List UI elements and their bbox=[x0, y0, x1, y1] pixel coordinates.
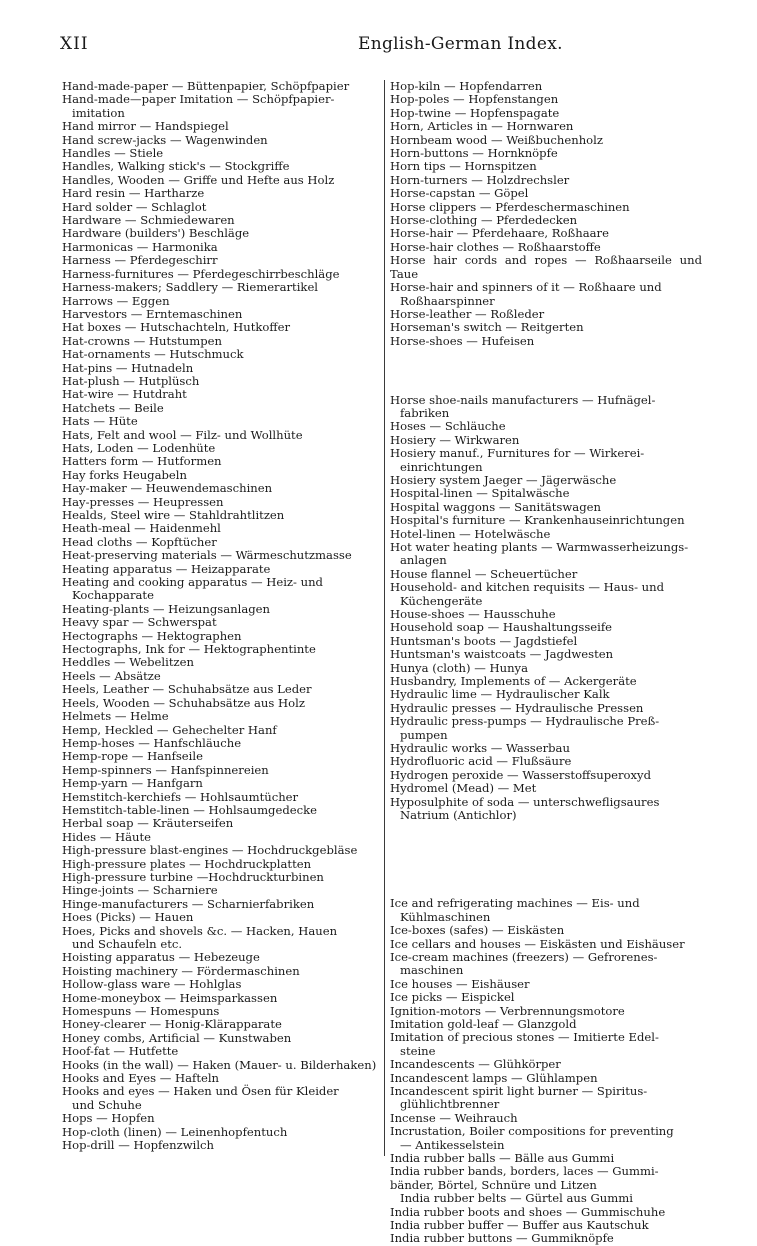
index-entry: Hollow-glass ware — Hohlglas bbox=[62, 977, 242, 992]
index-entry: Heavy spar — Schwerspat bbox=[62, 615, 217, 630]
index-entry: Handles, Wooden — Griffe und Hefte aus Holz bbox=[62, 172, 335, 187]
index-entry: Hotel-linen — Hotelwäsche bbox=[390, 526, 551, 541]
index-entry: Hunya (cloth) — Hunya bbox=[390, 660, 529, 675]
index-entry: Hard solder — Schlaglot bbox=[62, 199, 207, 214]
index-entry: Hats, Felt and wool — Filz- und Wollhüte bbox=[62, 427, 303, 442]
page-header bbox=[60, 34, 700, 56]
entry-gap bbox=[390, 868, 702, 881]
index-entry-continuation: glühlichtbrenner bbox=[400, 1097, 500, 1112]
index-entry: Heating-plants — Heizungsanlagen bbox=[62, 601, 270, 616]
index-entry: Heddles — Webelitzen bbox=[62, 655, 194, 670]
index-entry: Hemp-hoses — Hanfschläuche bbox=[62, 735, 242, 750]
index-entry: Household- and kitchen requisits — Haus- und bbox=[390, 580, 665, 595]
index-entry-continuation: steine bbox=[400, 1043, 436, 1058]
index-entry: Honey combs, Artificial — Kunstwaben bbox=[62, 1030, 292, 1045]
index-entry: Heels — Absätze bbox=[62, 668, 161, 683]
index-entry: Hydrogen peroxide — Wasserstoffsuperoxyd bbox=[390, 767, 652, 782]
index-entry: Honey-clearer — Honig-Klärapparate bbox=[62, 1017, 282, 1032]
index-entry: Hay forks Heugabeln bbox=[62, 467, 187, 482]
index-entry: High-pressure plates — Hochdruckplatten bbox=[62, 856, 312, 871]
right-column bbox=[390, 80, 702, 1246]
index-entry: Hat-pins — Hutnadeln bbox=[62, 360, 194, 375]
index-entry: Hay-presses — Heupressen bbox=[62, 494, 224, 509]
index-entry: Hand mirror — Handspiegel bbox=[62, 119, 229, 134]
index-entry: Healds, Steel wire — Stahldrahtlitzen bbox=[62, 508, 285, 522]
index-entry: Hinge-manufacturers — Scharnierfabriken bbox=[62, 896, 315, 911]
index-entry: Hatters form — Hutformen bbox=[62, 454, 222, 469]
index-entry: Hospital waggons — Sanitätswagen bbox=[390, 499, 601, 514]
index-entry: Incandescent lamps — Glühlampen bbox=[390, 1070, 598, 1085]
index-entry: Huntsman's boots — Jagdstiefel bbox=[390, 633, 578, 648]
index-entry-continuation: pumpen bbox=[400, 727, 448, 742]
index-entry-continuation: Natrium (Antichlor) bbox=[400, 808, 517, 823]
index-entry: Hospital's furniture — Krankenhauseinrichtungen bbox=[390, 513, 685, 528]
index-entry: Hemstitch-kerchiefs — Hohlsaumtücher bbox=[62, 789, 299, 804]
index-entry: Heat-preserving materials — Wärmeschutzmasse bbox=[62, 548, 352, 563]
index-entry: Hop-cloth (linen) — Leinenhopfentuch bbox=[62, 1124, 288, 1139]
index-entry: Hardware — Schmiedewaren bbox=[62, 213, 235, 228]
index-entry: Handles, Walking stick's — Stockgriffe bbox=[62, 159, 290, 174]
index-entry-continuation: imitation bbox=[72, 105, 125, 120]
index-entry: Hot water heating plants — Warmwasserheizungs- bbox=[390, 539, 689, 554]
index-entry-continuation: und Schaufeln etc. bbox=[72, 937, 183, 951]
index-entry: Hemp-yarn — Hanfgarn bbox=[62, 776, 203, 791]
index-entry: Hooks (in the wall) — Haken (Mauer- u. Bilderhaken) bbox=[62, 1057, 377, 1072]
index-entry: Hat-crowns — Hutstumpen bbox=[62, 333, 222, 348]
index-entry: Hosiery — Wirkwaren bbox=[390, 432, 520, 447]
index-entry: Hoisting machinery — Fördermaschinen bbox=[62, 963, 300, 978]
index-entry-continuation: — Antikesselstein bbox=[400, 1137, 505, 1152]
index-entry: Head cloths — Kopftücher bbox=[62, 534, 217, 549]
index-entry: Ice houses — Eishäuser bbox=[390, 976, 530, 991]
index-entry-continuation: anlagen bbox=[400, 553, 447, 568]
index-entry: Imitation gold-leaf — Glanzgold bbox=[390, 1016, 577, 1031]
index-entry: Helmets — Helme bbox=[62, 709, 169, 724]
index-entry: Hand-made—paper Imitation — Schöpfpapier- bbox=[62, 92, 335, 107]
index-entry: Hay-maker — Heuwendemaschinen bbox=[62, 481, 273, 496]
index-entry: Hemp-spinners — Hanfspinnereien bbox=[62, 762, 269, 777]
index-entry: Hinge-joints — Scharniere bbox=[62, 883, 218, 898]
index-entry: Horse-hair clothes — Roßhaarstoffe bbox=[390, 239, 601, 254]
index-entry: Ice cellars and houses — Eiskästen und Eishäuser bbox=[390, 936, 685, 951]
index-entry-continuation: einrichtungen bbox=[400, 459, 483, 474]
index-entry: Imitation of precious stones — Imitierte Edel- bbox=[390, 1030, 659, 1045]
index-entry: Hydraulic works — Wasserbau bbox=[390, 741, 570, 756]
index-entry: Heating apparatus — Heizapparate bbox=[62, 561, 271, 576]
index-entry: Hats, Loden — Lodenhüte bbox=[62, 440, 216, 455]
index-entry: Horn tips — Hornspitzen bbox=[390, 159, 537, 174]
index-entry: Hydraulic presses — Hydraulische Pressen bbox=[390, 700, 644, 715]
index-entry: Harness — Pferdegeschirr bbox=[62, 253, 218, 268]
index-entry: Hyposulphite of soda — unterschwefligsaures bbox=[390, 794, 660, 809]
column-divider bbox=[384, 80, 385, 1156]
index-entry: Hooks and eyes — Haken und Ösen für Kleider bbox=[62, 1084, 339, 1099]
index-entry: Ice-boxes (safes) — Eiskästen bbox=[390, 923, 565, 938]
index-entry: Home-moneybox — Heimsparkassen bbox=[62, 990, 278, 1005]
index-entry: Hydromel (Mead) — Met bbox=[390, 781, 537, 796]
index-entry: Hosiery manuf., Furnitures for — Wirkerei- bbox=[390, 446, 645, 461]
index-entry: Incandescent spirit light burner — Spiritus- bbox=[390, 1083, 648, 1098]
index-entry: Horse clippers — Pferdeschermaschinen bbox=[390, 199, 630, 214]
index-entry: Herbal soap — Kräuterseifen bbox=[62, 816, 234, 831]
index-entry: Hooks and Eyes — Hafteln bbox=[62, 1071, 220, 1086]
index-entry: Horseman's switch — Reitgerten bbox=[390, 320, 584, 335]
index-entry-continuation: Roßhaarspinner bbox=[400, 293, 495, 308]
index-entry-continuation: Küchengeräte bbox=[400, 593, 483, 608]
index-entry: Hydraulic lime — Hydraulischer Kalk bbox=[390, 687, 610, 702]
index-entry: Handles — Stiele bbox=[62, 146, 164, 161]
index-entry: Hops — Hopfen bbox=[62, 1111, 155, 1126]
index-entry: Hosiery system Jaeger — Jägerwäsche bbox=[390, 472, 617, 487]
entry-gap bbox=[390, 839, 702, 852]
index-entry: Hoes, Picks and shovels &c. — Hacken, Hauen bbox=[62, 923, 338, 938]
index-entry: Hospital-linen — Spitalwäsche bbox=[390, 486, 570, 501]
index-entry: Hat-wire — Hutdraht bbox=[62, 387, 187, 402]
index-entry: Horse-leather — Roßleder bbox=[390, 306, 545, 321]
index-entry: Heels, Wooden — Schuhabsätze aus Holz bbox=[62, 695, 305, 710]
index-entry: India rubber boots and shoes — Gummischuhe bbox=[390, 1204, 666, 1219]
index-entry: Homespuns — Homespuns bbox=[62, 1004, 220, 1019]
index-entry: Hand screw-jacks — Wagenwinden bbox=[62, 132, 268, 147]
index-entry: Hoisting apparatus — Hebezeuge bbox=[62, 950, 260, 965]
index-entry: Ice and refrigerating machines — Eis- und bbox=[390, 896, 640, 911]
index-entry: House-shoes — Hausschuhe bbox=[390, 607, 556, 622]
index-entry: Incrustation, Boiler compositions for preventing bbox=[390, 1124, 674, 1139]
index-entry: Incandescents — Glühkörper bbox=[390, 1057, 561, 1072]
index-entry: Hemp, Heckled — Gehechelter Hanf bbox=[62, 722, 277, 737]
index-entry: Husbandry, Implements of — Ackergeräte bbox=[390, 674, 637, 689]
index-entry: Harmonicas — Harmonika bbox=[62, 239, 218, 254]
index-entry: Heels, Leather — Schuhabsätze aus Leder bbox=[62, 682, 312, 697]
index-entry: Hoes (Picks) — Hauen bbox=[62, 910, 194, 925]
index-entry: Hardware (builders') Beschläge bbox=[62, 226, 250, 241]
index-entry: Harness-furnitures — Pferdegeschirrbeschläge bbox=[62, 266, 340, 281]
index-entry: Ice picks — Eispickel bbox=[390, 990, 515, 1005]
index-entry: Horse-clothing — Pferdedecken bbox=[390, 213, 578, 228]
index-entry-continuation: India rubber belts — Gürtel aus Gummi bbox=[400, 1191, 633, 1206]
index-entry: Heating and cooking apparatus — Heiz- und bbox=[62, 575, 323, 590]
index-entry: House flannel — Scheuertücher bbox=[390, 566, 578, 581]
index-entry: Ignition-motors — Verbrennungsmotore bbox=[390, 1003, 625, 1018]
index-entry: Hectographs — Hektographen bbox=[62, 628, 242, 643]
index-entry: Hydrofluoric acid — Flußsäure bbox=[390, 754, 572, 769]
index-entry: India rubber buffer — Buffer aus Kautschuk bbox=[390, 1218, 649, 1233]
index-entry: High-pressure blast-engines — Hochdruckgebläse bbox=[62, 843, 358, 858]
index-entry: Huntsman's waistcoats — Jagdwesten bbox=[390, 647, 614, 662]
index-entry: Ice-cream machines (freezers) — Gefrorenes- bbox=[390, 949, 658, 964]
index-entry: bänder, Börtel, Schnüre und Litzen bbox=[390, 1177, 597, 1192]
index-entry: Incense — Weihrauch bbox=[390, 1110, 518, 1125]
index-entry: Horse-hair and spinners of it — Roßhaare und bbox=[390, 280, 662, 295]
index-entry: Hop-kiln — Hopfendarren bbox=[390, 79, 543, 93]
index-entry-continuation: maschinen bbox=[400, 963, 464, 978]
index-entry: Hides — Häute bbox=[62, 829, 152, 844]
index-entry: Horse-shoes — Hufeisen bbox=[390, 333, 535, 348]
index-entry-continuation: Kochapparate bbox=[72, 588, 154, 603]
index-entry-continuation: fabriken bbox=[400, 405, 450, 420]
index-entry: India rubber balls — Bälle aus Gummi bbox=[390, 1151, 615, 1166]
index-entry: Hop-poles — Hopfenstangen bbox=[390, 92, 559, 107]
left-column bbox=[62, 80, 382, 1153]
index-entry: India rubber bands, borders, laces — Gummi- bbox=[390, 1164, 659, 1179]
index-entry: Hornbeam wood — Weißbuchenholz bbox=[390, 132, 603, 147]
index-entry: Horn-buttons — Hornknöpfe bbox=[390, 146, 558, 161]
page-title: English-German Index. bbox=[358, 34, 563, 54]
index-entry: Horn, Articles in — Hornwaren bbox=[390, 119, 574, 134]
index-entry: Hatchets — Beile bbox=[62, 400, 164, 415]
index-entry: Hop-twine — Hopfenspagate bbox=[390, 105, 560, 120]
index-entry: Hydraulic press-pumps — Hydraulische Preß- bbox=[390, 714, 660, 729]
index-entry: Harvestors — Erntemaschinen bbox=[62, 306, 243, 321]
index-entry: India rubber buttons — Gummiknöpfe bbox=[390, 1231, 614, 1246]
index-entry: Horse hair cords and ropes — Roßhaarseile und Taue bbox=[390, 253, 702, 281]
index-entry: Hat boxes — Hutschachteln, Hutkoffer bbox=[62, 320, 291, 335]
index-entry-continuation: und Schuhe bbox=[72, 1097, 142, 1112]
index-entry: Hat-plush — Hutplüsch bbox=[62, 373, 200, 388]
index-entry: Hat-ornaments — Hutschmuck bbox=[62, 347, 244, 362]
index-entry: High-pressure turbine —Hochdruckturbinen bbox=[62, 869, 324, 884]
index-entry: Harness-makers; Saddlery — Riemerartikel bbox=[62, 280, 319, 295]
entry-gap bbox=[390, 364, 702, 377]
index-entry: Hemp-rope — Hanfseile bbox=[62, 749, 203, 764]
index-entry-continuation: Kühlmaschinen bbox=[400, 909, 491, 924]
index-entry: Hand-made-paper — Büttenpapier, Schöpfpapier bbox=[62, 79, 350, 93]
index-entry: Hoof-fat — Hutfette bbox=[62, 1044, 179, 1059]
index-entry: Hop-drill — Hopfenzwilch bbox=[62, 1138, 215, 1153]
index-entry: Horse-hair — Pferdehaare, Roßhaare bbox=[390, 226, 609, 241]
index-entry: Horn-turners — Holzdrechsler bbox=[390, 172, 570, 187]
index-entry: Hectographs, Ink for — Hektographentinte bbox=[62, 642, 316, 657]
index-entry: Hoses — Schläuche bbox=[390, 419, 506, 434]
index-entry: Horse-capstan — Göpel bbox=[390, 186, 529, 201]
index-entry: Horse shoe-nails manufacturers — Hufnägel- bbox=[390, 392, 656, 407]
index-entry: Heath-meal — Haidenmehl bbox=[62, 521, 221, 536]
index-entry: Hats — Hüte bbox=[62, 414, 138, 429]
index-entry: Hemstitch-table-linen — Hohlsaumgedecke bbox=[62, 802, 318, 817]
page-number: XII bbox=[60, 34, 89, 54]
index-entry: Harrows — Eggen bbox=[62, 293, 170, 308]
index-entry: Hard resin — Hartharze bbox=[62, 186, 205, 201]
index-entry: Household soap — Haushaltungsseife bbox=[390, 620, 613, 635]
